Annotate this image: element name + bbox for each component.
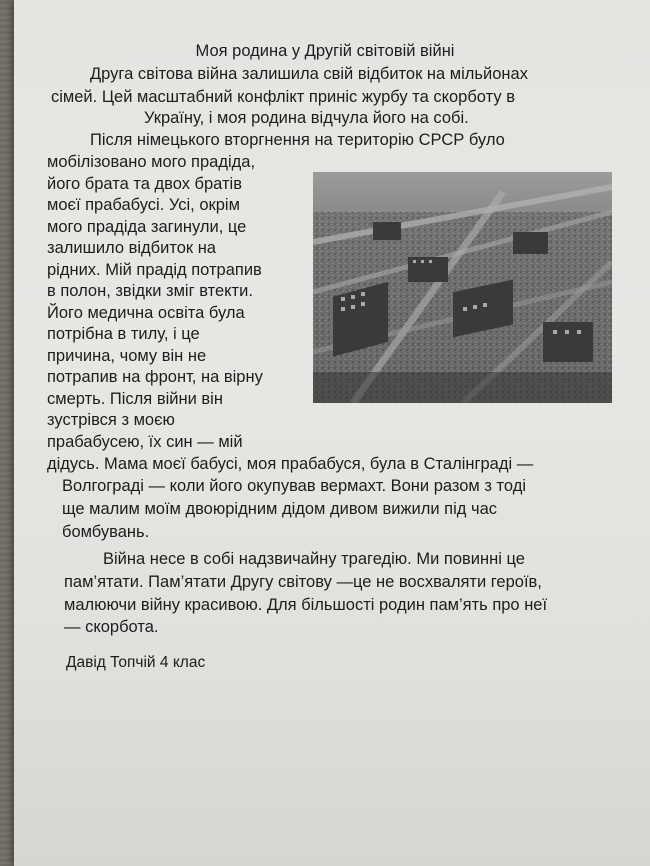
paragraph-3-line: малюючи війну красивою. Для більшості родин пам’ять про неї: [64, 596, 548, 614]
paragraph-1-line-3: Україну, і моя родина відчула його на собі.: [144, 109, 469, 127]
paragraph-2-wrapped-line: прабабусею, їх син — мій: [47, 433, 243, 451]
paragraph-3-line: пам’ятати. Пам’ятати Другу світову —це не восхваляти героїв,: [64, 573, 542, 591]
ruined-city-photo: [313, 172, 612, 403]
paragraph-1-line-1: Друга світова війна залишила свій відбиток на мільйонах: [90, 65, 528, 83]
paragraph-2-wrapped-line: мого прадіда загинули, це: [47, 218, 247, 236]
paragraph-2-wrapped-line: рідних. Мій прадід потрапив: [47, 261, 262, 279]
paragraph-2-wrapped-line: Його медична освіта була: [47, 304, 245, 322]
paragraph-2-line: бомбувань.: [62, 523, 150, 541]
paragraph-2-wrapped-line: потрапив на фронт, на вірну: [47, 368, 263, 386]
document-title: Моя родина у Другій світовій війні: [195, 42, 455, 60]
paragraph-2-wrapped-line: потрібна в тилу, і це: [47, 325, 200, 343]
paragraph-1-line-2: сімей. Цей масштабний конфлікт приніс журбу та скорботу в: [51, 88, 515, 106]
paragraph-2-line: дідусь. Мама моєї бабусі, моя прабабуся, була в Сталінграді —: [47, 455, 534, 473]
paragraph-2-line: Волгограді — коли його окупував вермахт. Вони разом з тоді: [62, 477, 526, 495]
paragraph-3-line: Війна несе в собі надзвичайну трагедію. Ми повинні це: [103, 550, 525, 568]
paragraph-2-wrapped-line: зустрівся з моєю: [47, 411, 175, 429]
paragraph-2-wrapped-line: моєї прабабусі. Усі, окрім: [47, 196, 240, 214]
paragraph-2-line-1: Після німецького вторгнення на територію СРСР було: [90, 131, 505, 149]
paragraph-3-line: — скорбота.: [64, 618, 159, 636]
paragraph-2-wrapped-line: його брата та двох братів: [47, 175, 242, 193]
ruined-city-image: [313, 172, 612, 403]
paragraph-2-wrapped-line: мобілізовано мого прадіда,: [47, 153, 256, 171]
paragraph-2-line: ще малим моїм двоюрідним дідом дивом вижили під час: [62, 500, 498, 518]
paragraph-2-wrapped-line: причина, чому він не: [47, 347, 207, 365]
paragraph-2-wrapped-line: залишило відбиток на: [47, 239, 216, 257]
paragraph-2-wrapped-line: в полон, звідки зміг втекти.: [47, 282, 253, 300]
signature: Давід Топчій 4 клас: [66, 654, 206, 671]
paragraph-2-wrapped-line: смерть. Після війни він: [47, 390, 223, 408]
